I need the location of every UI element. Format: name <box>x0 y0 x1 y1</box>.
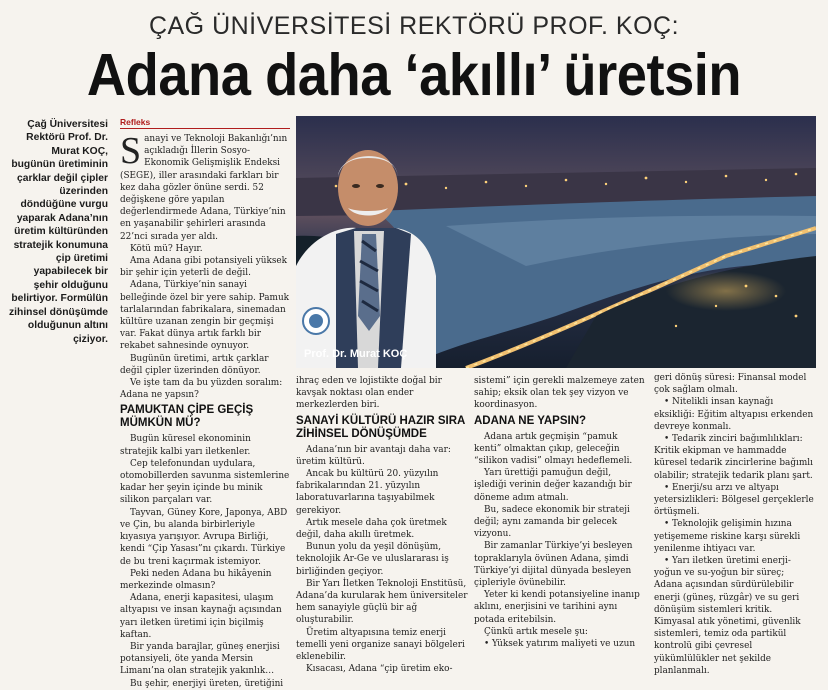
bullet-item: • Nitelikli insan kaynağı eksikliği: Eğitim altyapısı erkenden devreye konmalı. <box>654 397 814 432</box>
paragraph: Bir zamanlar Türkiye’yi besleyen topraklarıyla övünen Adana, şimdi Türkiye’yi dijital dünyada besleyen çipleriyle övünebilir. <box>474 541 633 589</box>
paragraph: ihraç eden ve lojistikte doğal bir kavşak noktası olan ender merkezlerden biri. <box>296 376 442 411</box>
column-3 <box>474 375 646 650</box>
column-1-top <box>120 130 290 690</box>
bullet-item: • Enerji/su arzı ve altyapı yetersizlikleri: Bölgesel gerçeklerle örtüşmeli. <box>654 482 814 518</box>
subheading: SANAYİ KÜLTÜRÜ HAZIR SIRA ZİHİNSEL DÖNÜŞÜMDE <box>296 414 465 440</box>
lead-summary: Çağ Üniversitesi Rektörü Prof. Dr. Murat KOÇ, bugünün üretiminin çarklar değil çipler üzerinden döndüğüne vurgu yaparak Adana’nın üretim kültüründen stratejik konumuna çip üretimi yapabilecek bir şehir olduğunu belirtiyor. Formülün zihinsel dönüşümde olduğunun altını çiziyor. <box>9 119 108 345</box>
column-4 <box>654 372 814 677</box>
paragraph: geri dönüş süresi: Finansal model çok sağlam olmalı. <box>654 373 807 396</box>
paragraph: Üretim altyapısına temiz enerji temelli yeni organize sanayi bölgeleri eklenebilir. <box>296 627 465 663</box>
paragraph: Ancak bu kültürü 20. yüzyılın fabrikalarından 21. yüzyılın laboratuvarlarına taşıyabilmek gerekiyor. <box>296 469 439 516</box>
paragraph: Yeter ki kendi potansiyeline inanıp aklını, enerjisini ve tarihini aynı potada eritebilsin. <box>474 590 640 625</box>
paragraph: Bunun yolu da yeşil dönüşüm, teknolojik Ar-Ge ve uluslararası iş birliğinden geçiyor. <box>296 542 449 577</box>
article-photo <box>296 116 816 368</box>
intro-paragraph: Sanayi ve Teknoloji Bakanlığı’nın açıkladığı İllerin Sosyo-Ekonomik Gelişmişlik Endeksi (SEGE), iller arasındaki farkları bir kez daha gözler önüne serdi. 52 değişkene göre yapılan değerlendirmede Adana, Türkiye’nin en yaşanabilir şehirleri arasında 22’nci sırada yer aldı. <box>120 130 288 242</box>
bullet-item: • Tedarik zinciri bağımlılıkları: Kritik ekipman ve hammadde küresel tedarik zincirlerine bağımlı olabilir; stratejik tedarik planı şart. <box>654 434 813 481</box>
bullet-item: • Teknolojik gelişimin hızına yetişememe riskine karşı sürekli yenilenme ihtiyacı var. <box>654 519 801 554</box>
paragraph: Adana’nın bir avantajı daha var: üretim kültürü. <box>296 444 451 467</box>
paragraph: Ve işte tam da bu yüzden soralım: Adana ne yapsın? <box>120 378 283 401</box>
paragraph: Artık mesele daha çok üretmek değil, daha akıllı üretmek. <box>296 517 447 541</box>
column-2 <box>296 375 468 675</box>
paragraph: Kötü mü? Hayır. <box>130 243 203 254</box>
paragraph: Adana, Türkiye’nin sanayi belleğinde özel bir yere sahip. Pamuk tarlalarından fabrikalara, sinemadan kültüre uzanan zengin bir geçmişi var. Fakat dünya artık farklı bir rekabet sahnesinde oynuyor. <box>120 280 290 352</box>
paragraph: Kısacası, Adana “çip üretim eko- <box>306 664 453 675</box>
photo-caption: Prof. Dr. Murat KOÇ <box>304 348 408 360</box>
paragraph: Çünkü artık mesele şu: <box>484 626 588 637</box>
subheading: ADANA NE YAPSIN? <box>474 414 587 427</box>
paragraph: • Yüksek yatırım maliyeti ve uzun <box>484 639 636 650</box>
paragraph: Bir yanda barajlar, güneş enerjisi potansiyeli, öte yanda Mersin Limanı’na olan stratejik yakınlık… <box>120 641 280 677</box>
dropcap: S <box>120 130 142 172</box>
paragraph: Tayvan, Güney Kore, Japonya, ABD ve Çin, bu alanda birbirleriyle kıyasıya yarışıyor. Avrupa Birliği, kendi “Çip Yasası”nı çıkardı. Türkiye de bu treni kaçırmak istemiyor. <box>120 507 288 567</box>
paragraph: Bugünün üretimi, artık çarklar değil çipler üzerinden dönüyor. <box>120 353 269 376</box>
paragraph: Bu, sadece ekonomik bir strateji değil; aynı zamanda bir gelecek vizyonu. <box>474 504 630 540</box>
headline: Adana daha ‘akıllı’ üretsin <box>86 42 742 108</box>
paragraph: Bir Yarı İletken Teknoloji Enstitüsü, Adana’da kurularak hem üniversiteler hem sanayiyle güçlü bir ağ oluşturabilir. <box>296 578 468 626</box>
kicker: ÇAĞ ÜNİVERSİTESİ REKTÖRÜ PROF. KOÇ: <box>148 12 680 40</box>
paragraph: Bu şehir, enerjiyi üreten, üretiğini <box>130 678 284 689</box>
paragraph: Adana, enerji kapasitesi, ulaşım altyapısı ve insan kaynağı açısından yarı iletken üretimi için biçilmiş kaftan. <box>120 593 282 640</box>
paragraph: Peki neden Adana bu hikâyenin merkezinde olmasın? <box>120 568 272 591</box>
subheading: PAMUKTAN ÇİPE GEÇİŞ MÜMKÜN MÜ? <box>120 404 254 430</box>
paragraph: Ama Adana gibi potansiyeli yüksek bir şehir için yeterli de değil. <box>120 256 288 279</box>
section-tag: Refleks <box>120 117 290 129</box>
paragraph: Cep telefonundan uydulara, otomobillerden savunma sistemlerine kadar her şeyin içinde bu minik silikon parçaları var. <box>120 458 290 506</box>
paragraph: Adana artık geçmişin “pamuk kenti” olmaktan çıkıp, geleceğin “silikon vadisi” olmayı hedeflemeli. <box>474 431 633 467</box>
night-city-photo <box>296 116 816 368</box>
bullet-item: • Yarı iletken üretimi enerji-yoğun ve su-yoğun bir süreç; Adana açısından sürdürülebilir enerji (güneş, rüzgâr) ve su geri dönüşüm sistemleri kritik. Kimyasal atık yönetimi, güvenlik sistemleri, temiz oda partikül kontrolü gibi çevresel yükümlülükler net şekilde planlanmalı. <box>654 556 801 676</box>
paragraph: Yarı ürettiği pamuğun değil, işlediği verinin değer kazandığı bir döneme adım atmalı. <box>474 468 632 503</box>
paragraph: sistemi” için gerekli malzemeye zaten sahip; eksik olan tek şey vizyon ve koordinasyon. <box>474 376 645 411</box>
paragraph: Bugün küresel ekonominin stratejik kalbi yarı iletkenler. <box>120 434 251 457</box>
